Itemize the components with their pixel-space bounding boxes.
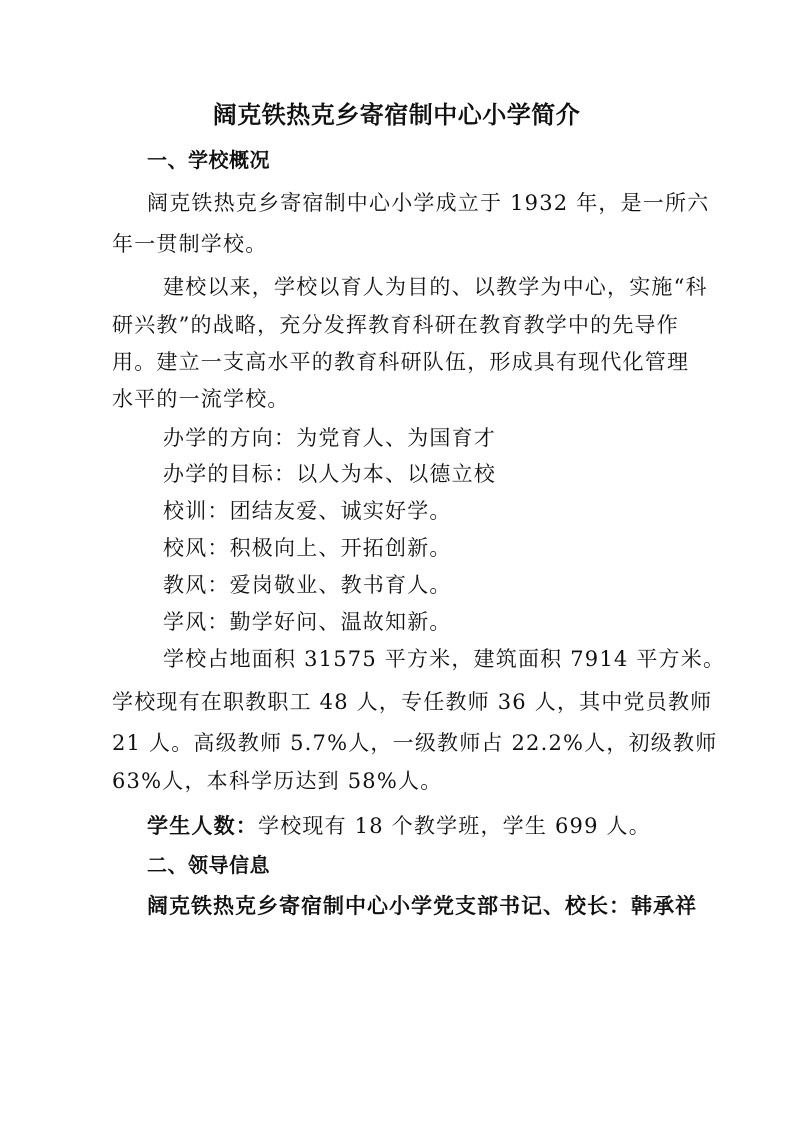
document-title: 阔克铁热克乡寄宿制中心小学简介 bbox=[212, 100, 581, 129]
paragraph-founding-line-1: 阔克铁热克乡寄宿制中心小学成立于 1932 年，是一所六 bbox=[147, 191, 710, 215]
stats-line-2: 学校现有在职教职工 48 人，专任教师 36 人，其中党员教师 bbox=[112, 690, 713, 714]
section-heading-leadership: 二、领导信息 bbox=[147, 853, 270, 877]
school-motto: 校训：团结友爱、诚实好学。 bbox=[163, 499, 452, 523]
paragraph-strategy-line-2: 研兴教”的战略，充分发挥教育科研在教育教学中的先导作 bbox=[112, 313, 679, 337]
students-paragraph bbox=[147, 813, 651, 839]
paragraph-founding-line-2: 年一贯制学校。 bbox=[112, 232, 268, 256]
teaching-spirit: 教风：爱岗敬业、教书育人。 bbox=[163, 573, 452, 597]
paragraph-strategy-line-3: 用。建立一支高水平的教育科研队伍，形成具有现代化管理 bbox=[112, 350, 690, 374]
paragraph-strategy-line-1: 建校以来，学校以育人为目的、以教学为中心，实施“科 bbox=[163, 275, 708, 299]
study-spirit: 学风：勤学好问、温故知新。 bbox=[163, 610, 452, 634]
school-goal: 办学的目标：以人为本、以德立校 bbox=[163, 462, 496, 486]
stats-line-1: 学校占地面积 31575 平方米，建筑面积 7914 平方米。 bbox=[163, 647, 726, 671]
school-direction: 办学的方向：为党育人、为国育才 bbox=[163, 426, 496, 450]
stats-line-4: 63%人，本科学历达到 58%人。 bbox=[112, 769, 443, 793]
paragraph-strategy-line-4: 水平的一流学校。 bbox=[112, 387, 290, 411]
students-text: 学校现有 18 个教学班，学生 699 人。 bbox=[258, 814, 651, 838]
leader-info: 阔克铁热克乡寄宿制中心小学党支部书记、校长：韩承祥 bbox=[147, 893, 697, 918]
students-label: 学生人数： bbox=[147, 813, 258, 838]
stats-line-3: 21 人。高级教师 5.7%人，一级教师占 22.2%人，初级教师 bbox=[112, 731, 718, 755]
school-spirit: 校风：积极向上、开拓创新。 bbox=[163, 536, 452, 560]
section-heading-overview: 一、学校概况 bbox=[147, 148, 270, 172]
